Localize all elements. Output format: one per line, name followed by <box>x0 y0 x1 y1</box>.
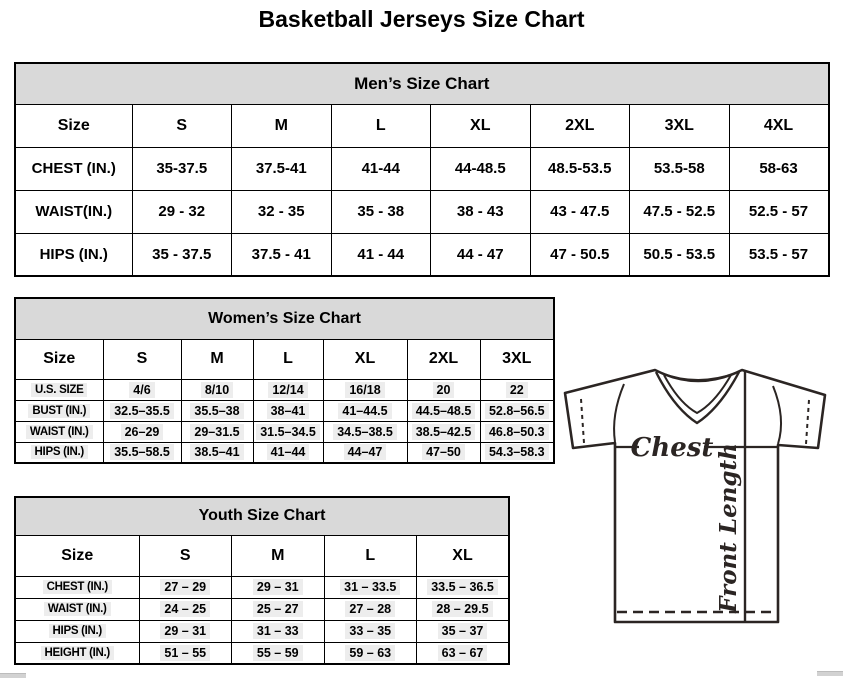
youth-row-label <box>15 642 139 664</box>
womens-row-label <box>15 442 103 463</box>
mens-cell: 43 - 47.5 <box>530 190 630 233</box>
youth-cell <box>232 576 325 598</box>
mens-cell: 47 - 50.5 <box>530 233 630 276</box>
womens-cell-text: 8/10 <box>201 382 233 398</box>
womens-cell <box>323 379 407 400</box>
womens-cell-text: 32.5–35.5 <box>110 403 174 419</box>
youth-cell <box>417 620 510 642</box>
mens-cell: 53.5 - 57 <box>729 233 829 276</box>
youth-cell <box>232 598 325 620</box>
mens-col-header: S <box>132 104 232 147</box>
womens-row-label-text: HIPS (IN.) <box>31 445 88 459</box>
womens-cell <box>253 442 323 463</box>
womens-cell <box>253 400 323 421</box>
womens-cell <box>323 442 407 463</box>
youth-cell-text: 63 – 67 <box>438 645 488 661</box>
youth-cell-text: 29 – 31 <box>253 579 303 595</box>
womens-chart-title: Women’s Size Chart <box>15 298 554 339</box>
mens-cell: 44-48.5 <box>431 147 531 190</box>
youth-cell-text: 33.5 – 36.5 <box>427 579 498 595</box>
youth-cell-text: 28 – 29.5 <box>432 601 492 617</box>
womens-cell-text: 54.3–58.3 <box>485 444 549 460</box>
youth-size-table <box>14 496 510 665</box>
youth-row-label <box>15 598 139 620</box>
mens-cell: 35 - 38 <box>331 190 431 233</box>
youth-row-label <box>15 576 139 598</box>
youth-cell-text: 27 – 29 <box>160 579 210 595</box>
womens-cell-text: 16/18 <box>345 382 384 398</box>
womens-table-row <box>15 442 554 463</box>
jersey-outline-graphic <box>565 370 825 622</box>
scrollbar-fragment-right <box>817 671 843 676</box>
womens-row-label <box>15 421 103 442</box>
youth-cell-text: 35 – 37 <box>438 623 488 639</box>
mens-row-label: CHEST (IN.) <box>15 147 132 190</box>
womens-row-label-text: U.S. SIZE <box>31 383 87 397</box>
youth-cell-text: 59 – 63 <box>345 645 395 661</box>
mens-cell: 37.5 - 41 <box>232 233 332 276</box>
youth-cell-text: 29 – 31 <box>160 623 210 639</box>
mens-cell: 35-37.5 <box>132 147 232 190</box>
womens-cell <box>407 421 480 442</box>
youth-cell <box>324 598 417 620</box>
womens-cell <box>407 400 480 421</box>
womens-cell-text: 34.5–38.5 <box>333 424 397 440</box>
mens-title-row <box>15 63 829 104</box>
womens-cell-text: 12/14 <box>268 382 307 398</box>
womens-cell <box>480 400 554 421</box>
scrollbar-fragment-left <box>0 673 26 678</box>
womens-cell <box>253 379 323 400</box>
youth-cell-text: 55 – 59 <box>253 645 303 661</box>
youth-table-row <box>15 620 509 642</box>
womens-cell <box>181 400 253 421</box>
mens-col-header: 3XL <box>630 104 730 147</box>
mens-row-label: HIPS (IN.) <box>15 233 132 276</box>
womens-cell <box>253 421 323 442</box>
womens-cell-text: 46.8–50.3 <box>485 424 549 440</box>
youth-cell <box>139 620 232 642</box>
mens-cell: 58-63 <box>729 147 829 190</box>
womens-cell <box>103 379 181 400</box>
womens-cell <box>103 400 181 421</box>
womens-title-row <box>15 298 554 339</box>
womens-cell-text: 52.8–56.5 <box>485 403 549 419</box>
womens-table-row <box>15 400 554 421</box>
womens-size-table <box>14 297 555 464</box>
youth-row-label-text: HEIGHT (IN.) <box>41 646 114 660</box>
youth-col-header: Size <box>15 535 139 576</box>
womens-table-row <box>15 379 554 400</box>
womens-cell-text: 26–29 <box>121 424 164 440</box>
womens-row-label-text: BUST (IN.) <box>28 404 90 418</box>
jersey-measurement-diagram <box>560 360 843 679</box>
womens-col-header: S <box>103 339 181 379</box>
chest-measure-label: Chest <box>630 433 714 463</box>
womens-cell <box>480 379 554 400</box>
youth-cell <box>139 598 232 620</box>
womens-cell-text: 22 <box>506 382 528 398</box>
youth-cell <box>324 620 417 642</box>
mens-cell: 44 - 47 <box>431 233 531 276</box>
womens-col-header: XL <box>323 339 407 379</box>
youth-title-row <box>15 497 509 535</box>
womens-cell <box>407 442 480 463</box>
mens-table-row <box>15 190 829 233</box>
youth-cell <box>232 620 325 642</box>
womens-cell-text: 29–31.5 <box>190 424 243 440</box>
womens-cell <box>181 379 253 400</box>
mens-cell: 53.5-58 <box>630 147 730 190</box>
womens-row-label-text: WAIST (IN.) <box>26 425 93 439</box>
youth-col-header: L <box>324 535 417 576</box>
youth-cell-text: 51 – 55 <box>160 645 210 661</box>
womens-cell-text: 20 <box>433 382 455 398</box>
mens-col-header: XL <box>431 104 531 147</box>
mens-cell: 52.5 - 57 <box>729 190 829 233</box>
womens-row-label <box>15 400 103 421</box>
mens-cell: 41-44 <box>331 147 431 190</box>
youth-cell-text: 31 – 33.5 <box>340 579 400 595</box>
womens-cell-text: 4/6 <box>129 382 154 398</box>
mens-cell: 48.5-53.5 <box>530 147 630 190</box>
womens-row-label <box>15 379 103 400</box>
womens-cell <box>323 421 407 442</box>
mens-cell: 50.5 - 53.5 <box>630 233 730 276</box>
womens-cell <box>103 442 181 463</box>
mens-cell: 41 - 44 <box>331 233 431 276</box>
mens-chart-title: Men’s Size Chart <box>15 63 829 104</box>
womens-cell-text: 44–47 <box>344 444 387 460</box>
youth-chart-title: Youth Size Chart <box>15 497 509 535</box>
womens-cell-text: 41–44.5 <box>338 403 391 419</box>
mens-col-header: M <box>232 104 332 147</box>
womens-cell-text: 41–44 <box>267 444 310 460</box>
youth-cell <box>139 576 232 598</box>
youth-cell <box>139 642 232 664</box>
womens-cell <box>103 421 181 442</box>
mens-cell: 29 - 32 <box>132 190 232 233</box>
womens-cell-text: 35.5–58.5 <box>110 444 174 460</box>
womens-col-header: L <box>253 339 323 379</box>
mens-header-row <box>15 104 829 147</box>
page-title: Basketball Jerseys Size Chart <box>258 6 585 32</box>
youth-cell-text: 31 – 33 <box>253 623 303 639</box>
youth-cell-text: 24 – 25 <box>160 601 210 617</box>
youth-row-label-text: HIPS (IN.) <box>49 624 106 638</box>
womens-cell-text: 38.5–41 <box>190 444 243 460</box>
youth-header-row <box>15 535 509 576</box>
youth-cell <box>324 576 417 598</box>
womens-cell-text: 44.5–48.5 <box>412 403 476 419</box>
womens-cell-text: 35.5–38 <box>190 403 243 419</box>
mens-cell: 37.5-41 <box>232 147 332 190</box>
youth-table-row <box>15 576 509 598</box>
mens-cell: 38 - 43 <box>431 190 531 233</box>
womens-table-row <box>15 421 554 442</box>
youth-cell <box>417 598 510 620</box>
womens-cell <box>323 400 407 421</box>
front-length-measure-label: Front Length <box>715 443 742 613</box>
womens-cell-text: 47–50 <box>422 444 465 460</box>
mens-cell: 47.5 - 52.5 <box>630 190 730 233</box>
mens-col-header: L <box>331 104 431 147</box>
mens-size-table <box>14 62 830 277</box>
womens-header-row <box>15 339 554 379</box>
womens-col-header: Size <box>15 339 103 379</box>
youth-col-header: S <box>139 535 232 576</box>
womens-col-header: M <box>181 339 253 379</box>
womens-cell <box>480 421 554 442</box>
womens-cell <box>480 442 554 463</box>
mens-row-label: WAIST(IN.) <box>15 190 132 233</box>
womens-col-header: 3XL <box>480 339 554 379</box>
mens-col-header: 4XL <box>729 104 829 147</box>
mens-cell: 35 - 37.5 <box>132 233 232 276</box>
youth-cell <box>417 642 510 664</box>
youth-col-header: XL <box>417 535 510 576</box>
womens-cell-text: 38.5–42.5 <box>412 424 476 440</box>
youth-cell-text: 33 – 35 <box>345 623 395 639</box>
womens-col-header: 2XL <box>407 339 480 379</box>
womens-cell-text: 38–41 <box>267 403 310 419</box>
womens-cell <box>181 421 253 442</box>
youth-cell <box>232 642 325 664</box>
womens-cell-text: 31.5–34.5 <box>256 424 320 440</box>
mens-cell: 32 - 35 <box>232 190 332 233</box>
womens-cell <box>407 379 480 400</box>
youth-table-row <box>15 642 509 664</box>
mens-col-header: 2XL <box>530 104 630 147</box>
youth-cell <box>417 576 510 598</box>
mens-col-header: Size <box>15 104 132 147</box>
youth-cell-text: 25 – 27 <box>253 601 303 617</box>
womens-cell <box>181 442 253 463</box>
youth-row-label-text: WAIST (IN.) <box>44 602 111 616</box>
youth-col-header: M <box>232 535 325 576</box>
youth-cell-text: 27 – 28 <box>345 601 395 617</box>
youth-row-label-text: CHEST (IN.) <box>43 580 112 594</box>
mens-table-row <box>15 147 829 190</box>
youth-row-label <box>15 620 139 642</box>
mens-table-row <box>15 233 829 276</box>
youth-cell <box>324 642 417 664</box>
youth-table-row <box>15 598 509 620</box>
